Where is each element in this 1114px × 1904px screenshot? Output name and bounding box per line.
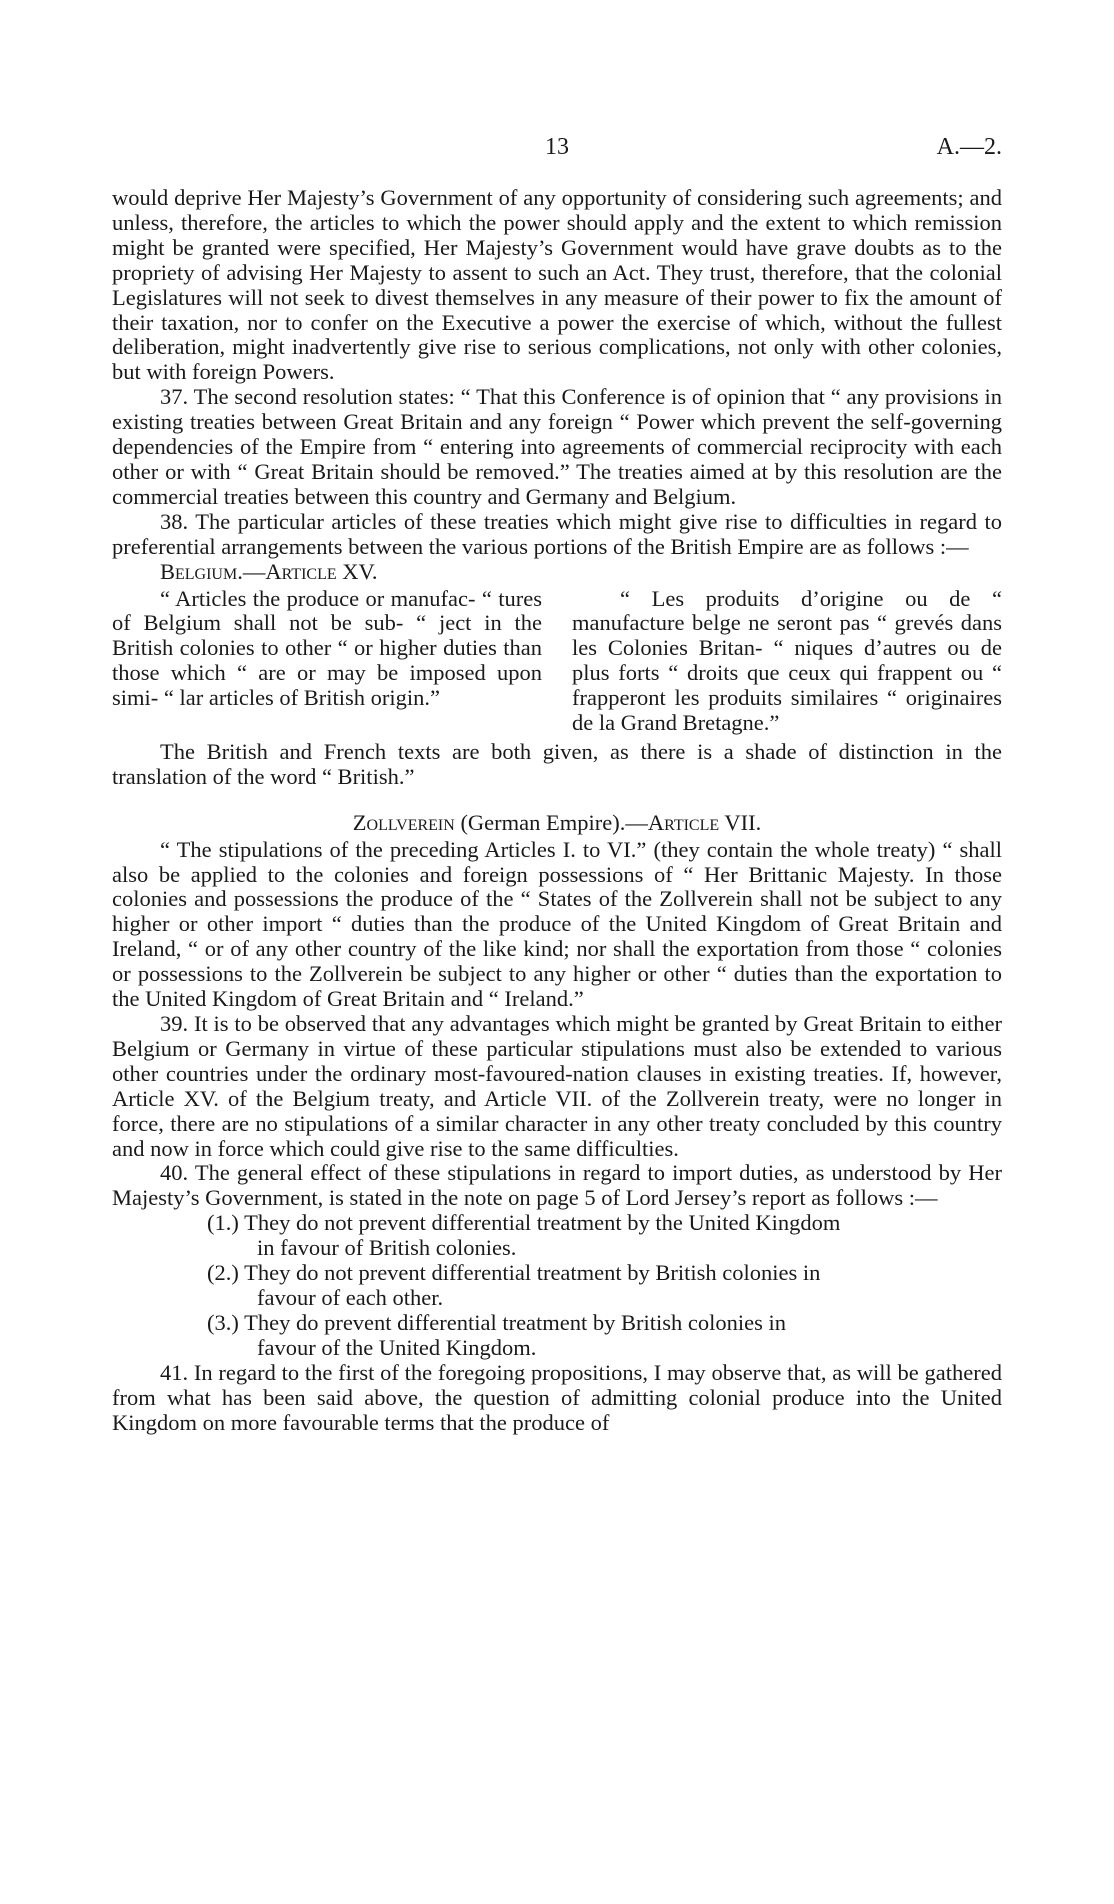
list-item-continuation: favour of the United Kingdom. — [257, 1334, 537, 1360]
paragraph-41: 41. In regard to the first of the foregoing propositions, I may observe that, as will be gathered from what has been said above, the question of admitting colonial produce into the United Kingdom on more favourable terms that the produce of — [112, 1359, 1002, 1435]
effects-list — [112, 1211, 1002, 1360]
page-header — [112, 134, 1002, 166]
list-item-number: (2.) — [207, 1260, 239, 1286]
list-item-number: (1.) — [207, 1210, 239, 1236]
zollverein-heading-middle: (German Empire).— — [454, 809, 648, 835]
list-item — [112, 1261, 1002, 1311]
paragraph-40: 40. The general effect of these stipulations in regard to import duties, as understood by Her Majesty’s Government, is stated in the note on page 5 of Lord Jersey’s report as follows :— — [112, 1160, 1002, 1211]
list-item-text: They do not prevent differential treatment by the United Kingdom — [244, 1210, 841, 1236]
paragraph-texts-note: The British and French texts are both given, as there is a shade of distinction in the translation of the word “ British.” — [112, 738, 1002, 789]
belgium-article-heading: Belgium.—Article XV. — [160, 558, 378, 584]
zollverein-heading-article: Article — [647, 809, 720, 835]
paragraph-37: 37. The second resolution states: “ That this Conference is of opinion that “ any provisions in existing treaties between Great Britain and any foreign “ Power which prevent the self-governing dependencies of the Empire from “ entering into agreements of commercial reciprocity with each other or with “ Great Britain should be removed.” The treaties aimed at by this resolution are the commercial treaties between this country and Germany and Belgium. — [112, 384, 1002, 509]
list-item-number: (3.) — [207, 1309, 239, 1335]
list-item-text: They do prevent differential treatment by British colonies in — [244, 1309, 787, 1335]
list-item-text: They do not prevent differential treatment by British colonies in — [244, 1260, 821, 1286]
page-body — [112, 186, 1002, 1435]
belgium-english-text: “ Articles the produce or manufac- “ tures of Belgium shall not be sub- “ ject in the British colonies to other “ or higher duties than those which “ are or may be imposed upon simi- “ lar articles of British origin.” — [112, 585, 542, 711]
french-text-column — [572, 587, 1002, 736]
list-item — [112, 1311, 1002, 1361]
belgium-article-columns — [112, 587, 1002, 736]
zollverein-heading-number: VII. — [719, 809, 762, 835]
belgium-french-text: “ Les produits d’origine ou de “ manufacture belge ne seront pas “ grevés dans les Colonies Britan- “ niques d’autres ou de plus forts “ droits que ceux qui frappent ou “ frapperont les produits similaires “ originaires de la Grand Bretagne.” — [572, 585, 1002, 736]
list-item-continuation: in favour of British colonies. — [257, 1235, 517, 1261]
paragraph-39: 39. It is to be observed that any advantages which might be granted by Great Britain to either Belgium or Germany in virtue of these particular stipulations must also be extended to various other countries under the ordinary most-favoured-nation clauses in existing treaties. If, however, Article XV. of the Belgium treaty, and Article VII. of the Zollverein treaty, were no longer in force, there are no stipulations of a similar character in any other treaty concluded by this country and now in force which could give rise to the same difficulties. — [112, 1011, 1002, 1161]
paragraph-38: 38. The particular articles of these treaties which might give rise to difficulties in regard to preferential arrangements between the various portions of the British Empire are as follows :— — [112, 508, 1002, 559]
page-number: 13 — [545, 134, 569, 160]
paragraph-intro: would deprive Her Majesty’s Government of any opportunity of considering such agreements; and unless, therefore, the articles to which the power should apply and the extent to which remission might be granted were specified, Her Majesty’s Government would have grave doubts as to the propriety of advising Her Majesty to assent to such an Act. They trust, therefore, that the colonial Legislatures will not seek to divest themselves in any measure of their power to fix the amount of their taxation, nor to confer on the Executive a power the exercise of which, without the fullest deliberation, might inadvertently give rise to serious complications, not only with other colonies, but with foreign Powers. — [112, 185, 1002, 385]
zollverein-quote: “ The stipulations of the preceding Articles I. to VI.” (they contain the whole treaty) “ shall also be applied to the colonies and foreign possessions of “ Her Brittanic Majesty. In those colonies and possessions the produce of the “ States of the Zollverein shall not be subject to any higher or other import “ duties than the produce of the United Kingdom of Great Britain and Ireland, “ or of any other country of the like kind; nor shall the exportation from those “ colonies or possessions to the Zollverein be subject to any higher or other “ duties than the exportation to the United Kingdom of Great Britain and “ Ireland.” — [112, 836, 1002, 1012]
list-item-continuation: favour of each other. — [257, 1284, 444, 1310]
zollverein-heading-name: Zollverein — [352, 809, 455, 835]
paper-reference: A.—2. — [936, 134, 1002, 160]
list-item — [112, 1211, 1002, 1261]
zollverein-article-heading — [112, 811, 1002, 836]
english-text-column — [112, 587, 542, 736]
